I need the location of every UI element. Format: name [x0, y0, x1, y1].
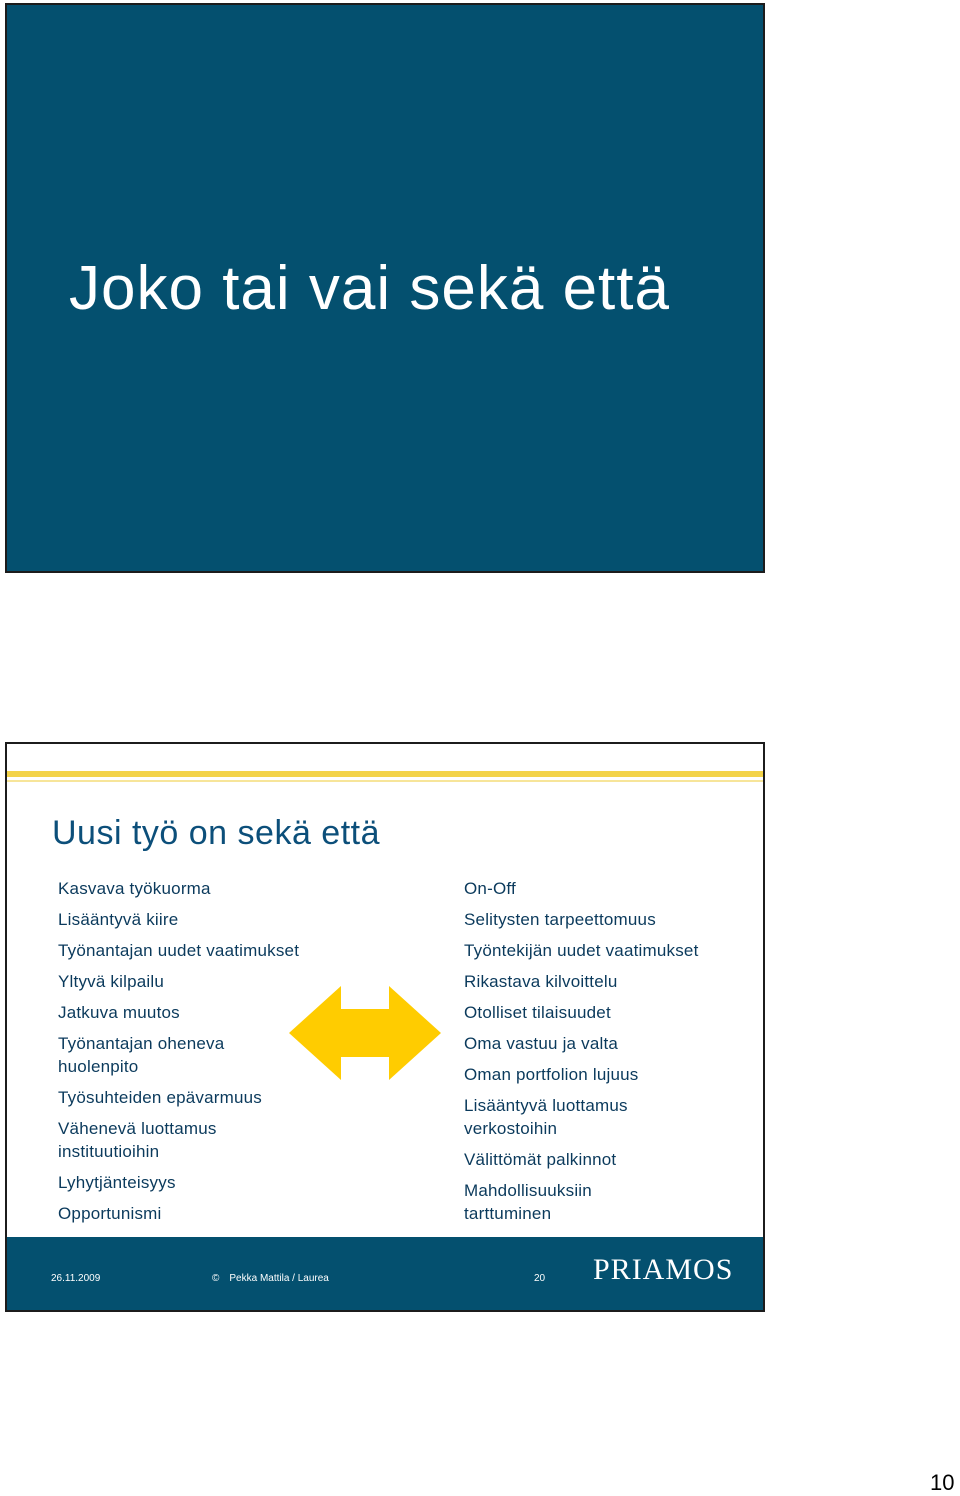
list-item: Otolliset tilaisuudet — [464, 1003, 611, 1022]
list-item: On-Off — [464, 879, 516, 898]
list-item: Rikastava kilvoittelu — [464, 972, 618, 991]
right-list — [464, 877, 759, 1233]
slide-heading: Uusi työ on sekä että — [52, 814, 381, 852]
slide-footer — [7, 1237, 763, 1310]
author-name: Pekka Mattila / Laurea — [229, 1273, 329, 1284]
list-item: Opportunismi — [58, 1204, 162, 1223]
list-item: Välittömät palkinnot — [464, 1150, 617, 1169]
list-item: Työntekijän uudet vaatimukset — [464, 941, 699, 960]
list-item: Lisääntyvä luottamus verkostoihin — [464, 1096, 628, 1138]
list-item: Yltyvä kilpailu — [58, 972, 164, 991]
list-item: Työnantajan uudet vaatimukset — [58, 941, 300, 960]
priamos-logo: PRIAMOS — [593, 1253, 734, 1286]
list-item: Vähenevä luottamus instituutioihin — [58, 1119, 217, 1161]
header-accent-line — [7, 780, 763, 782]
slide-title-panel — [5, 3, 765, 573]
list-item: Lyhytjänteisyys — [58, 1173, 176, 1192]
list-item: Mahdollisuuksiin tarttuminen — [464, 1181, 592, 1223]
list-item: Oman portfolion lujuus — [464, 1065, 639, 1084]
list-item: Lisääntyvä kiire — [58, 910, 179, 929]
list-item: Oma vastuu ja valta — [464, 1034, 619, 1053]
slide-number: 20 — [534, 1273, 546, 1284]
list-item: Selitysten tarpeettomuus — [464, 910, 656, 929]
list-item: Työsuhteiden epävarmuus — [58, 1088, 263, 1107]
list-item: Kasvava työkuorma — [58, 879, 211, 898]
page-number: 10 — [930, 1470, 955, 1495]
double-arrow-icon — [289, 986, 441, 1080]
header-accent-band — [7, 771, 763, 777]
footer-date: 26.11.2009 — [51, 1273, 101, 1284]
footer-author — [212, 1273, 329, 1284]
slide-title: Joko tai vai sekä että — [69, 254, 670, 323]
slide-content-panel — [5, 742, 765, 1312]
list-item: Työnantajan oheneva huolenpito — [58, 1034, 225, 1076]
copyright-icon: © — [212, 1273, 220, 1284]
list-item: Jatkuva muutos — [58, 1003, 180, 1022]
